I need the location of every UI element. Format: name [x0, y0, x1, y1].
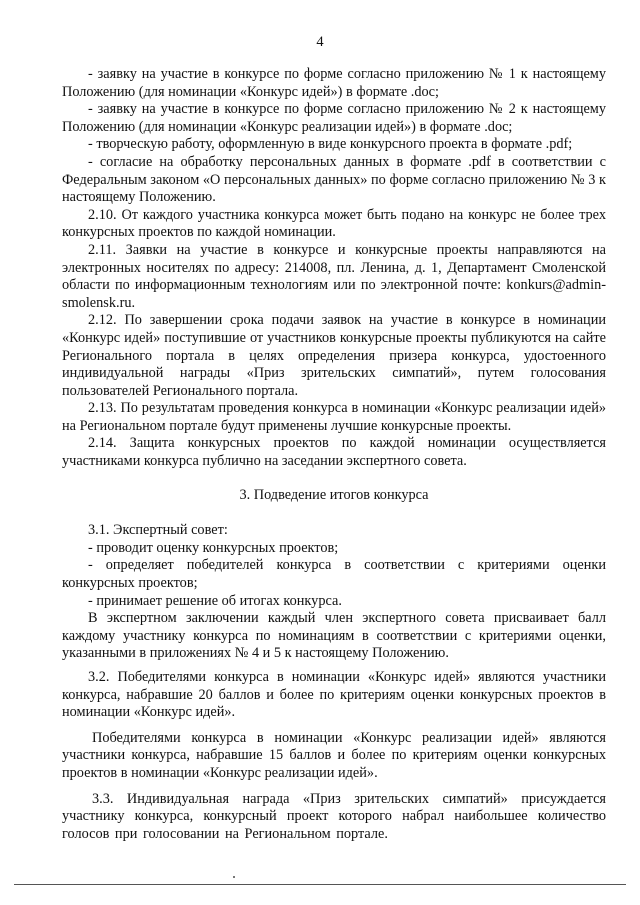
clause-2-13: 2.13. По результатам проведения конкурса в номинации «Конкурс реализации идей» на Региональном портале будут применены лучшие конкурсные проекты.	[62, 400, 606, 434]
list-item-winners: - определяет победителей конкурса в соответствии с критериями оценки конкурсных проектов;	[62, 557, 606, 592]
list-item-consent: - согласие на обработку персональных данных в формате .pdf в соответствии с Федеральным законом «О персональных данных» по форме согласно приложению № 3 к настоящему Положению.	[62, 153, 606, 206]
scan-speck	[233, 876, 235, 878]
list-item-application-1: - заявку на участие в конкурсе по форме согласно приложению № 1 к настоящему Положению (для номинации «Конкурс идей») в формате .doc;	[62, 66, 606, 100]
clause-3-1: 3.1. Экспертный совет:	[88, 522, 228, 539]
paragraph-expert-conclusion: В экспертном заключении каждый член экспертного совета присваивает балл каждому участнику конкурса по номинациям в соответствии с критериями оценки, указанными в приложениях № 4 и 5 к настоящему Положению.	[62, 610, 606, 662]
page-number: 4	[316, 34, 324, 50]
list-item-creative-work: - творческую работу, оформленную в виде конкурсного проекта в формате .pdf;	[88, 136, 573, 153]
clause-3-3: 3.3. Индивидуальная награда «Приз зрительских симпатий» присуждается участнику конкурса, конкурсный проект которого набрал наибольшее количество голосов при голосовании на Региональном портале.	[62, 790, 606, 842]
document-body	[62, 66, 606, 843]
clause-2-11: 2.11. Заявки на участие в конкурсе и конкурсные проекты направляются на электронных носителях по адресу: 214008, пл. Ленина, д. 1, Департамент Смоленской области по информационным технологиям или по электронной почте: konkurs@admin-smolensk.ru.	[62, 241, 606, 311]
paragraph-implementation-winners: Победителями конкурса в номинации «Конкурс реализации идей» являются участники конкурса, набравшие 15 баллов и более по критериям оценки конкурсных проектов в номинации «Конкурс реализации идей».	[62, 729, 606, 781]
section-title: 3. Подведение итогов конкурса	[239, 486, 429, 503]
footer-divider	[14, 884, 626, 885]
clause-3-2: 3.2. Победителями конкурса в номинации «Конкурс идей» являются участники конкурса, набравшие 20 баллов и более по критериям оценки конкурсных проектов в номинации «Конкурс идей».	[62, 669, 606, 721]
list-item-evaluation: - проводит оценку конкурсных проектов;	[88, 539, 339, 556]
list-item-application-2: - заявку на участие в конкурсе по форме согласно приложению № 2 к настоящему Положению (для номинации «Конкурс реализации идей») в формате .doc;	[62, 101, 606, 135]
clause-2-14: 2.14. Защита конкурсных проектов по каждой номинации осуществляется участниками конкурса публично на заседании экспертного совета.	[62, 435, 606, 470]
clause-2-10: 2.10. От каждого участника конкурса может быть подано на конкурс не более трех конкурсных проектов по каждой номинации.	[62, 206, 606, 241]
clause-2-12: 2.12. По завершении срока подачи заявок на участие в конкурсе в номинации «Конкурс идей» поступившие от участников конкурсные проекты публикуются на сайте Регионального портала в целях определения призера конкурса, удостоенного индивидуальной награды «Приз зрительских симпатий», путем голосования пользователей Регионального портала.	[62, 312, 606, 399]
list-item-decision: - принимает решение об итогах конкурса.	[88, 592, 342, 609]
